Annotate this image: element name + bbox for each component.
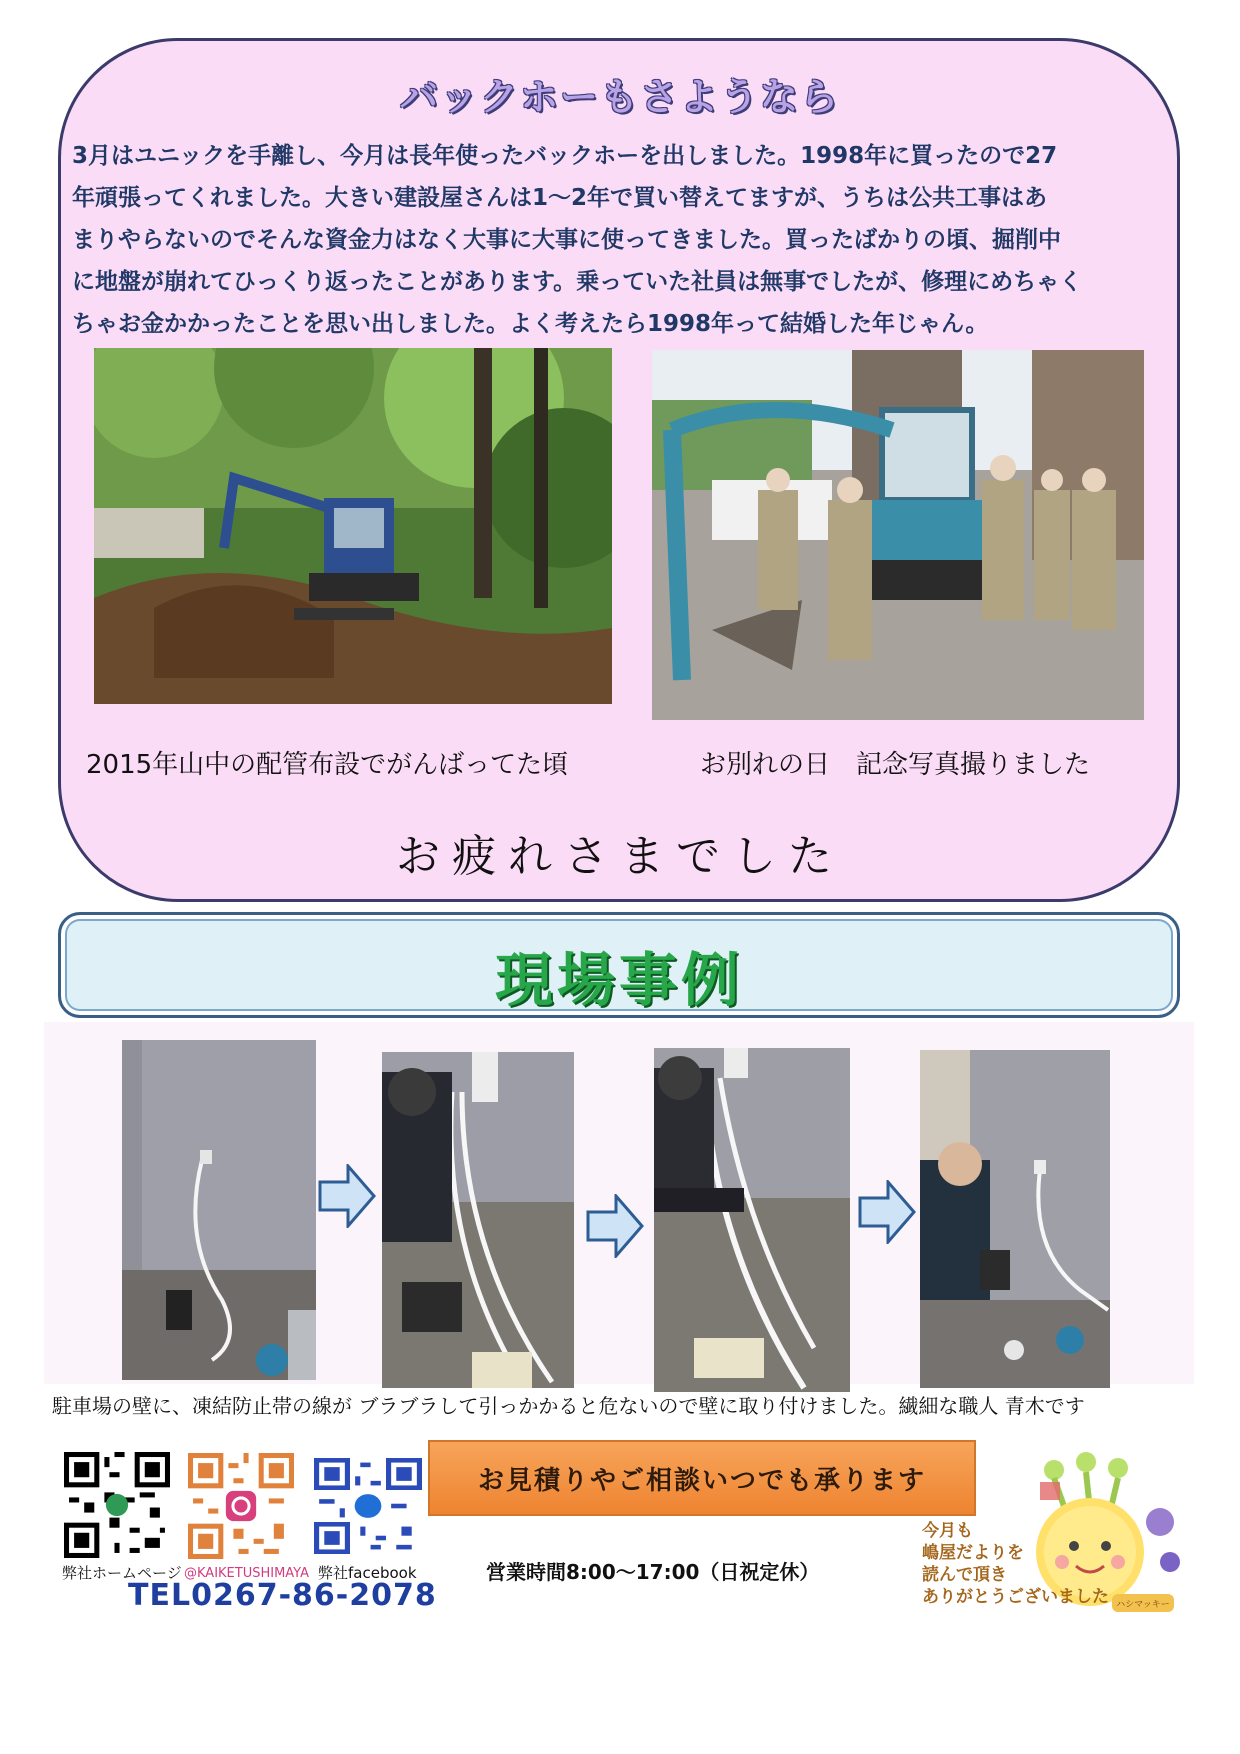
facebook-qr-code[interactable] xyxy=(314,1458,422,1554)
case-study-heading: 現場事例 xyxy=(494,946,743,1014)
instagram-qr-code[interactable] xyxy=(188,1452,294,1560)
step2-photo xyxy=(382,1052,574,1388)
arrow-right-icon xyxy=(586,1194,644,1258)
instagram-handle: @KAIKETUSHIMAYA xyxy=(184,1566,310,1581)
article-line: ちゃお金かかったことを思い出しました。よく考えたら1998年って結婚した年じゃん。 xyxy=(72,311,989,337)
estimate-cta-banner: お見積りやご相談いつでも承ります xyxy=(428,1440,976,1516)
arrow-right-icon xyxy=(318,1164,376,1228)
homepage-label: 弊社ホームページ xyxy=(62,1564,182,1582)
article-line: まりやらないのでそんな資金力はなく大事に大事に使ってきました。買ったばかりの頃、掘削中 xyxy=(72,227,1061,253)
arrow-right-icon xyxy=(858,1180,916,1244)
step3-photo xyxy=(654,1048,850,1392)
facebook-label: 弊社facebook xyxy=(318,1564,417,1582)
step1-photo xyxy=(122,1040,316,1380)
case-study-banner xyxy=(58,912,1180,1018)
thank-you-line: ありがとうございました xyxy=(922,1587,1109,1607)
article-title: バックホーもさようなら xyxy=(399,75,840,119)
farewell-group-photo xyxy=(652,350,1144,720)
thank-you-line: 嶋屋だよりを xyxy=(922,1543,1024,1563)
article-body xyxy=(72,135,1172,345)
closing-message: お疲れさまでした xyxy=(396,831,844,882)
mascot-tag: ハシマッキー xyxy=(1116,1600,1170,1610)
phone-number[interactable]: TEL0267-86-2078 xyxy=(128,1578,437,1613)
article-line: 3月はユニックを手離し、今月は長年使ったバックホーを出しました。1998年に買ったので27 xyxy=(72,143,1058,169)
thank-you-line: 読んで頂き xyxy=(922,1565,1007,1585)
article-line: に地盤が崩れてひっくり返ったことがあります。乗っていた社員は無事でしたが、修理にめちゃく xyxy=(72,269,1083,295)
business-hours: 営業時間8:00～17:00（日祝定休） xyxy=(486,1560,820,1584)
step4-photo xyxy=(920,1050,1110,1388)
photo1-caption: 2015年山中の配管布設でがんばってた頃 xyxy=(86,750,569,780)
case-study-caption: 駐車場の壁に、凍結防止帯の線が ブラブラして引っかかると危ないので壁に取り付けました。繊細な職人 青木です xyxy=(52,1394,1085,1418)
article-line: 年頑張ってくれました。大きい建設屋さんは1～2年で買い替えてますが、うちは公共工事はあ xyxy=(72,185,1048,211)
homepage-qr-code[interactable] xyxy=(64,1452,170,1558)
thank-you-message xyxy=(922,1520,1109,1608)
photo2-caption: お別れの日 記念写真撮りました xyxy=(700,750,1091,780)
backhoe-forest-photo xyxy=(94,348,612,704)
thank-you-line: 今月も xyxy=(922,1521,973,1541)
